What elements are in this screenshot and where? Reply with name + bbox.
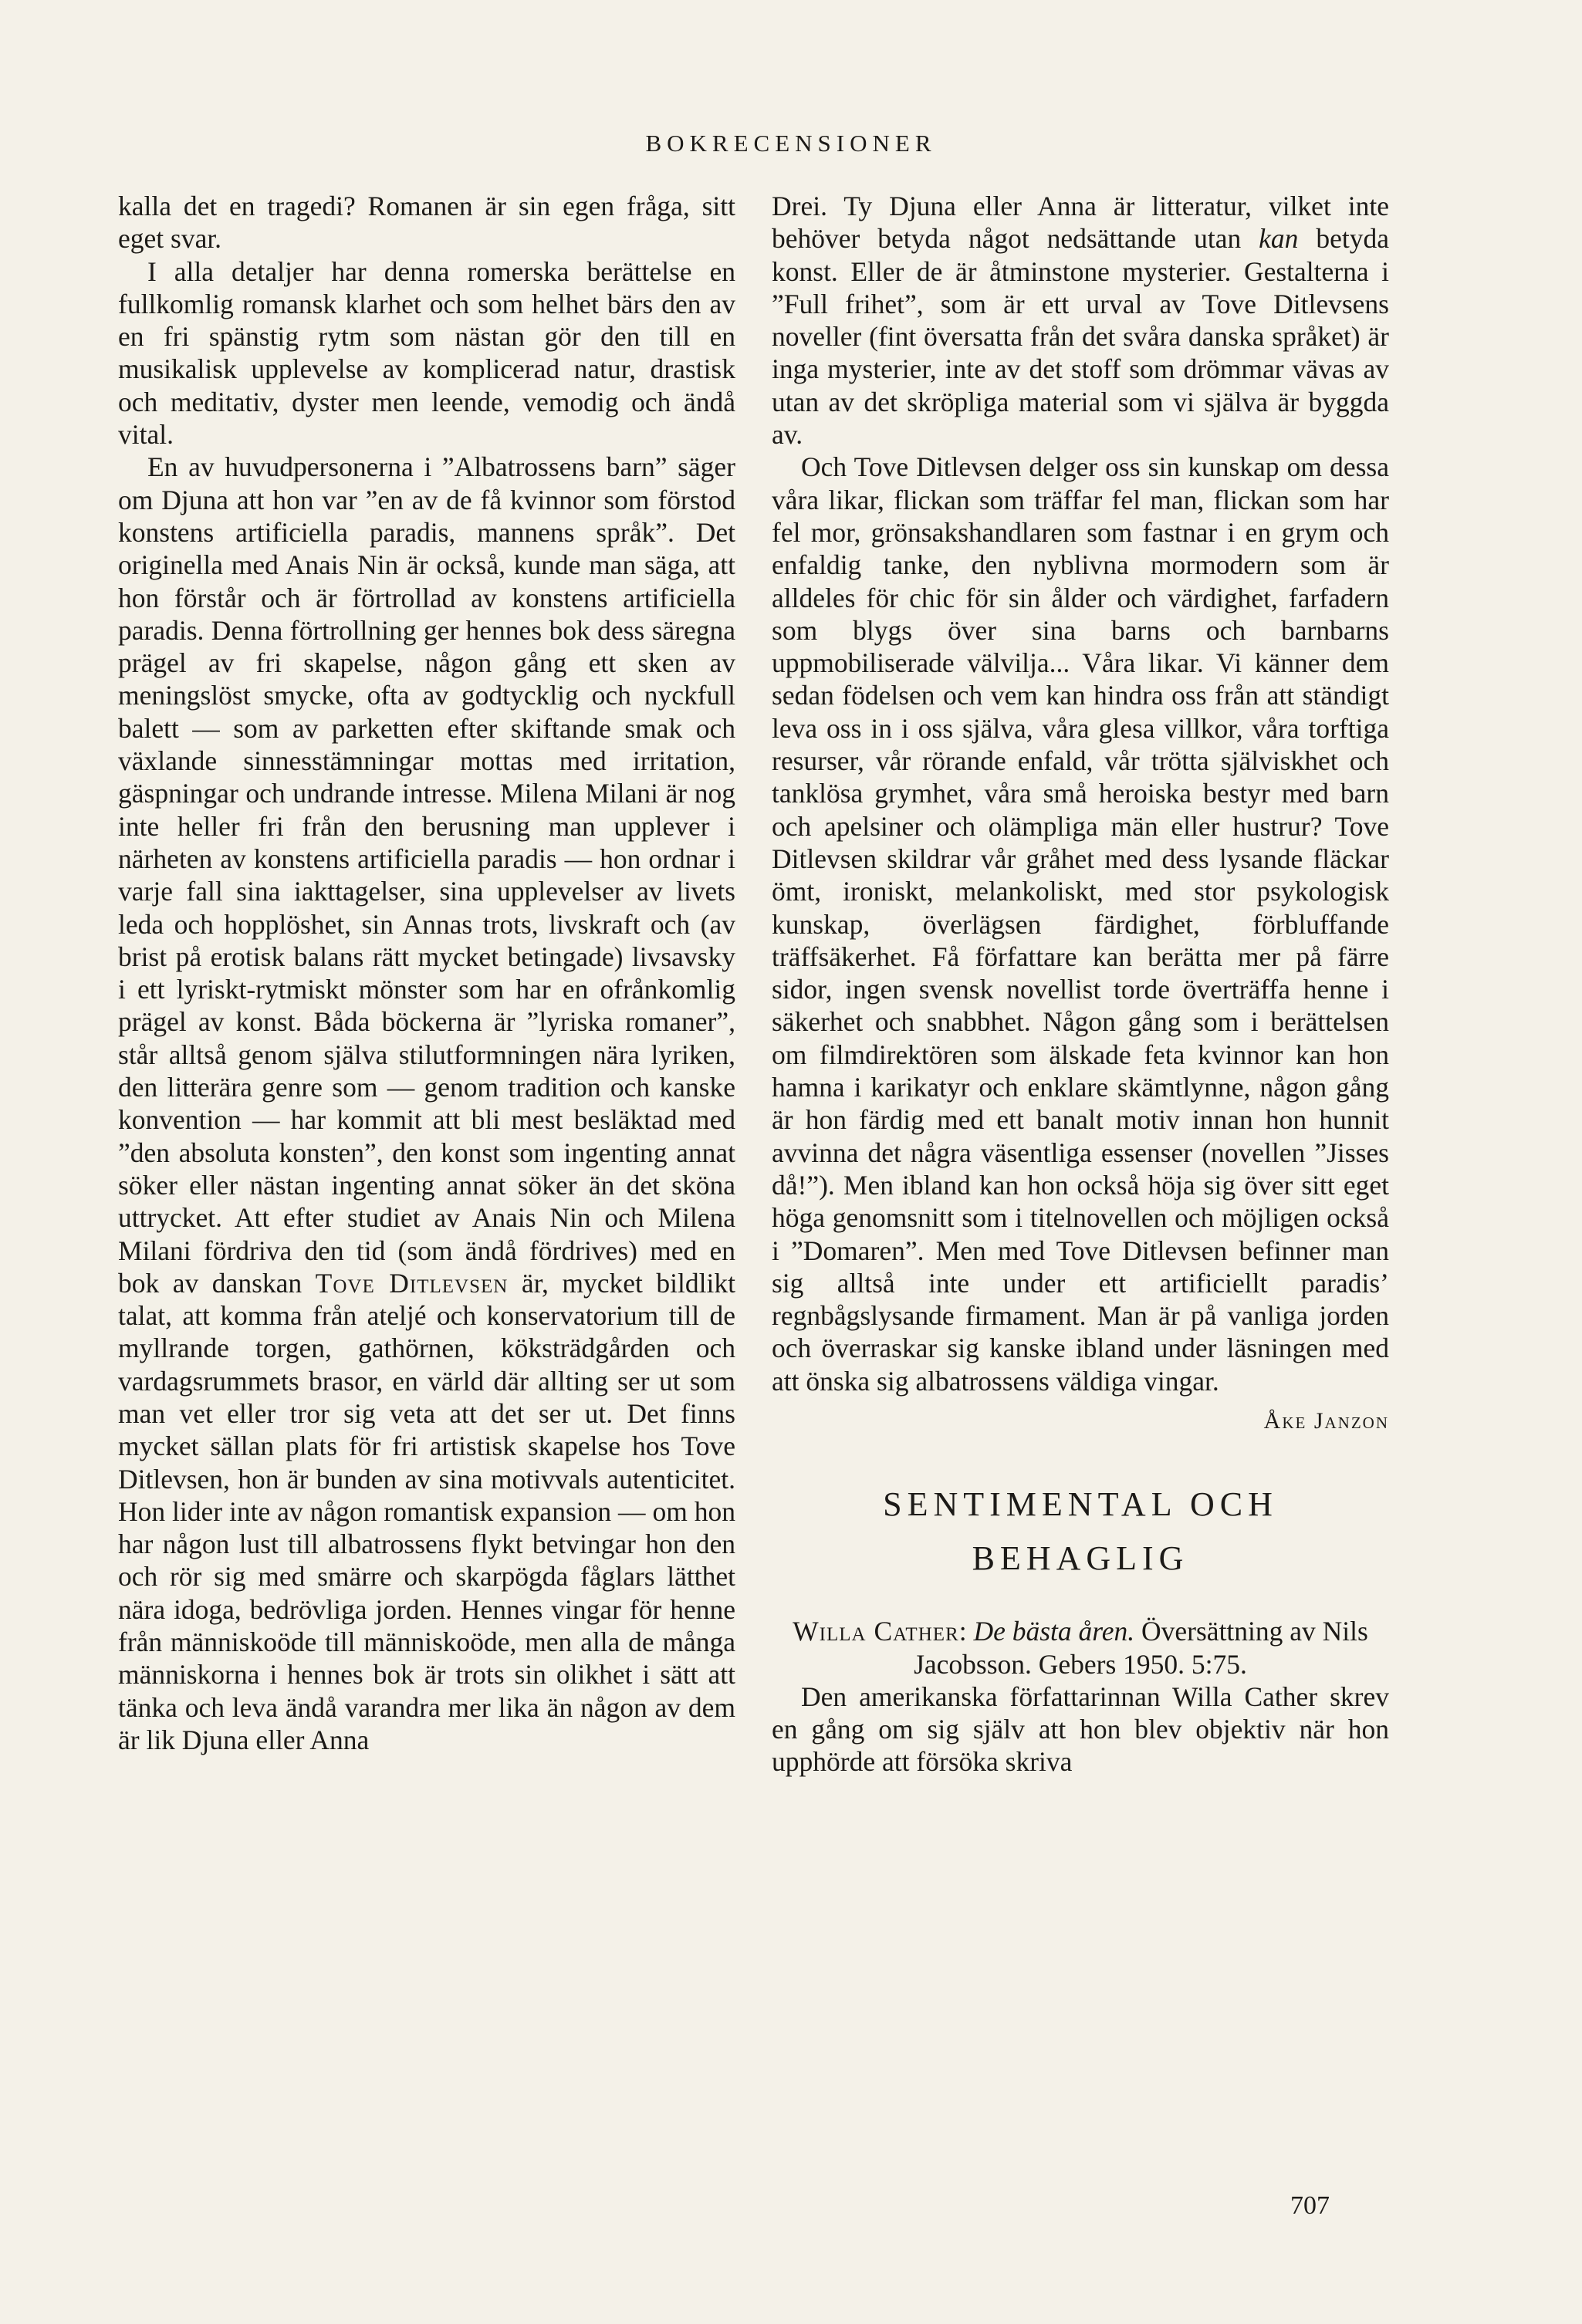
running-head: BOKRECENSIONER [645, 130, 937, 157]
right-column [772, 190, 1389, 1778]
book-info: Willa Cather: De bästa åren. Översättning av Nils Jacobsson. Gebers 1950. 5:75. [793, 1616, 1368, 1680]
right-paragraph-1-text-a: Drei. Ty Djuna eller Anna är litteratur, vilket inte behöver betyda något nedsättande utan [772, 191, 1389, 255]
section-title-line-2: BEHAGLIG [972, 1539, 1189, 1578]
reviewer-signature: Åke Janzon [1263, 1407, 1389, 1434]
left-paragraph-3-text-b: är, mycket bildlikt talat, att komma från ateljé och konservatorium till de myllrande torgen, gathörnen, köksträdgården och vardagsrummets brasor, en värld där allting ser ut som man vet eller tror sig veta att det ser ut. Det finns mycket sällan plats för fri artistisk skapelse hos Tove Ditlevsen, hon är bunden av sina motivvals autenticitet. Hon lider inte av någon romantisk expansion — om hon har någon lust till albatrossens flykt betvingar hon den och rör sig med smärre och skarpögda fåglars lätthet nära idoga, bedrövliga jorden. Hennes vingar för henne från människoöde till människoöde, men alla de många människorna i hennes bok är trots sin olikhet i sätt att tänka och leva ändå varandra mer lika än någon av dem är lik Djuna eller Anna [118, 1267, 735, 1755]
author-name-ditlevsen: Tove Ditlevsen [315, 1267, 509, 1299]
left-paragraph-3 [118, 451, 735, 1756]
italic-word: kan [1259, 223, 1299, 255]
right-paragraph-1-text-b: betyda konst. Eller de är åtminstone mysterier. Gestalterna i ”Full frihet”, som är ett urval av Tove Ditlevsens noveller (fint översatta från det svåra danska språket) är inga mysterier, inte av det stoff som drömmar vävas av utan av det skröpliga material som vi själva är byggda av. [772, 223, 1390, 451]
right-paragraph-2: Och Tove Ditlevsen delger oss sin kunskap om dessa våra likar, flickan som träffar fel man, flickan som har fel mor, grönsakshandlaren som fastnar i en grym och enfaldig tanke, den nyblivna mormodern som är alldeles för chic för sin ålder och värdighet, farfadern som blygs över sina barns och barnbarns uppmobiliserade välvilja... Våra likar. Vi känner dem sedan födelsen och vem kan hindra oss från att ständigt leva oss in i oss själva, våra glesa villkor, våra torftiga resurser, vår rörande enfald, vår trötta själviskhet och tanklösa grymhet, våra små heroiska bestyr med barn och apelsiner och olämpliga män eller hustrur? Tove Ditlevsen skildrar vår gråhet med dess lysande fläckar ömt, ironiskt, melankoliskt, med stor psykologisk kunskap, överlägsen färdighet, förbluffande träffsäkerhet. Få författare kan berätta mer på färre sidor, ingen svensk novellist torde överträffa henne i säkerhet och snabbhet. Någon gång som i berättelsen om filmdirektören som älskade feta kvinnor kan hon hamna i karikatyr och enklare skämtlynne, någon gång är hon färdig med ett banalt motiv innan hon hunnit avvinna det några väsentliga essenser (novellen ”Jisses då!”). Men ibland kan hon också höja sig över sitt eget höga genomsnitt som i titelnovellen och möjligen också i ”Domaren”. Men med Tove Ditlevsen befinner man sig alltså inte under ett artificiellt paradis’ regnbågslysande firmament. Man är på vanliga jorden och överraskar sig kanske ibland under läsningen med att önska sig albatrossens väldiga vingar. [772, 451, 1389, 1397]
section-title [772, 1478, 1389, 1586]
right-paragraph-3: Den amerikanska författarinnan Willa Cather skrev en gång om sig själv att hon blev objektiv när hon upphörde att försöka skriva [772, 1681, 1389, 1778]
left-paragraph-1: kalla det en tragedi? Romanen är sin egen fråga, sitt eget svar. [118, 191, 735, 255]
section-title-line-1: SENTIMENTAL OCH [883, 1485, 1278, 1524]
book-title: De bästa åren. [973, 1616, 1135, 1647]
book-details: Översättning av Nils Jacobsson. Gebers 1950. 5:75. [914, 1616, 1368, 1680]
book-author: Willa Cather [793, 1616, 959, 1647]
left-paragraph-3-text-a: En av huvudpersonerna i ”Albatrossens barn” säger om Djuna att hon var ”en av de få kvinnor som förstod konstens artificiella paradis, mannens språk”. Det originella med Anais Nin är också, kunde man säga, att hon förstår och är förtrollad av konstens artificiella paradis. Denna förtrollning ger hennes bok dess säregna prägel av fri skapelse, någon gång ett sken av meningslöst smycke, ofta av godtycklig och nyckfull balett — som av parketten efter skiftande smak och växlande sinnesstämningar mottas med irritation, gäspningar och undrande intresse. Milena Milani är nog inte heller fri från den berusning man upplever i närheten av konstens artificiella paradis — hon ordnar i varje fall sina iakttagelser, sina upplevelser av livets leda och hopplöshet, sin Annas trots, livskraft och (av brist på erotisk balans rätt mycket betingade) livsavsky i ett lyriskt-rytmiskt mönster som har en ofrånkomlig prägel av konst. Båda böckerna är ”lyriska romaner”, står alltså genom själva stilutformningen nära lyriken, den litterära genre som — genom tradition och kanske konvention — har kommit att bli mest besläktad med ”den absoluta konsten”, den konst som ingenting annat söker eller nästan ingenting annat söker än det sköna uttrycket. Att efter studiet av Anais Nin och Milena Milani fördriva den tid (som ändå fördrives) med en bok av danskan [118, 451, 735, 1299]
left-paragraph-2: I alla detaljer har denna romerska berättelse en fullkomlig romansk klarhet och som helhet bärs den av en fri spänstig rytm som nästan gör den till en musikalisk upplevelse av komplicerad natur, drastisk och meditativ, dyster men leende, vemodig och ändå vital. [118, 255, 735, 451]
left-column [118, 190, 735, 1756]
right-paragraph-1 [772, 190, 1389, 451]
page-number: 707 [1290, 2191, 1330, 2220]
